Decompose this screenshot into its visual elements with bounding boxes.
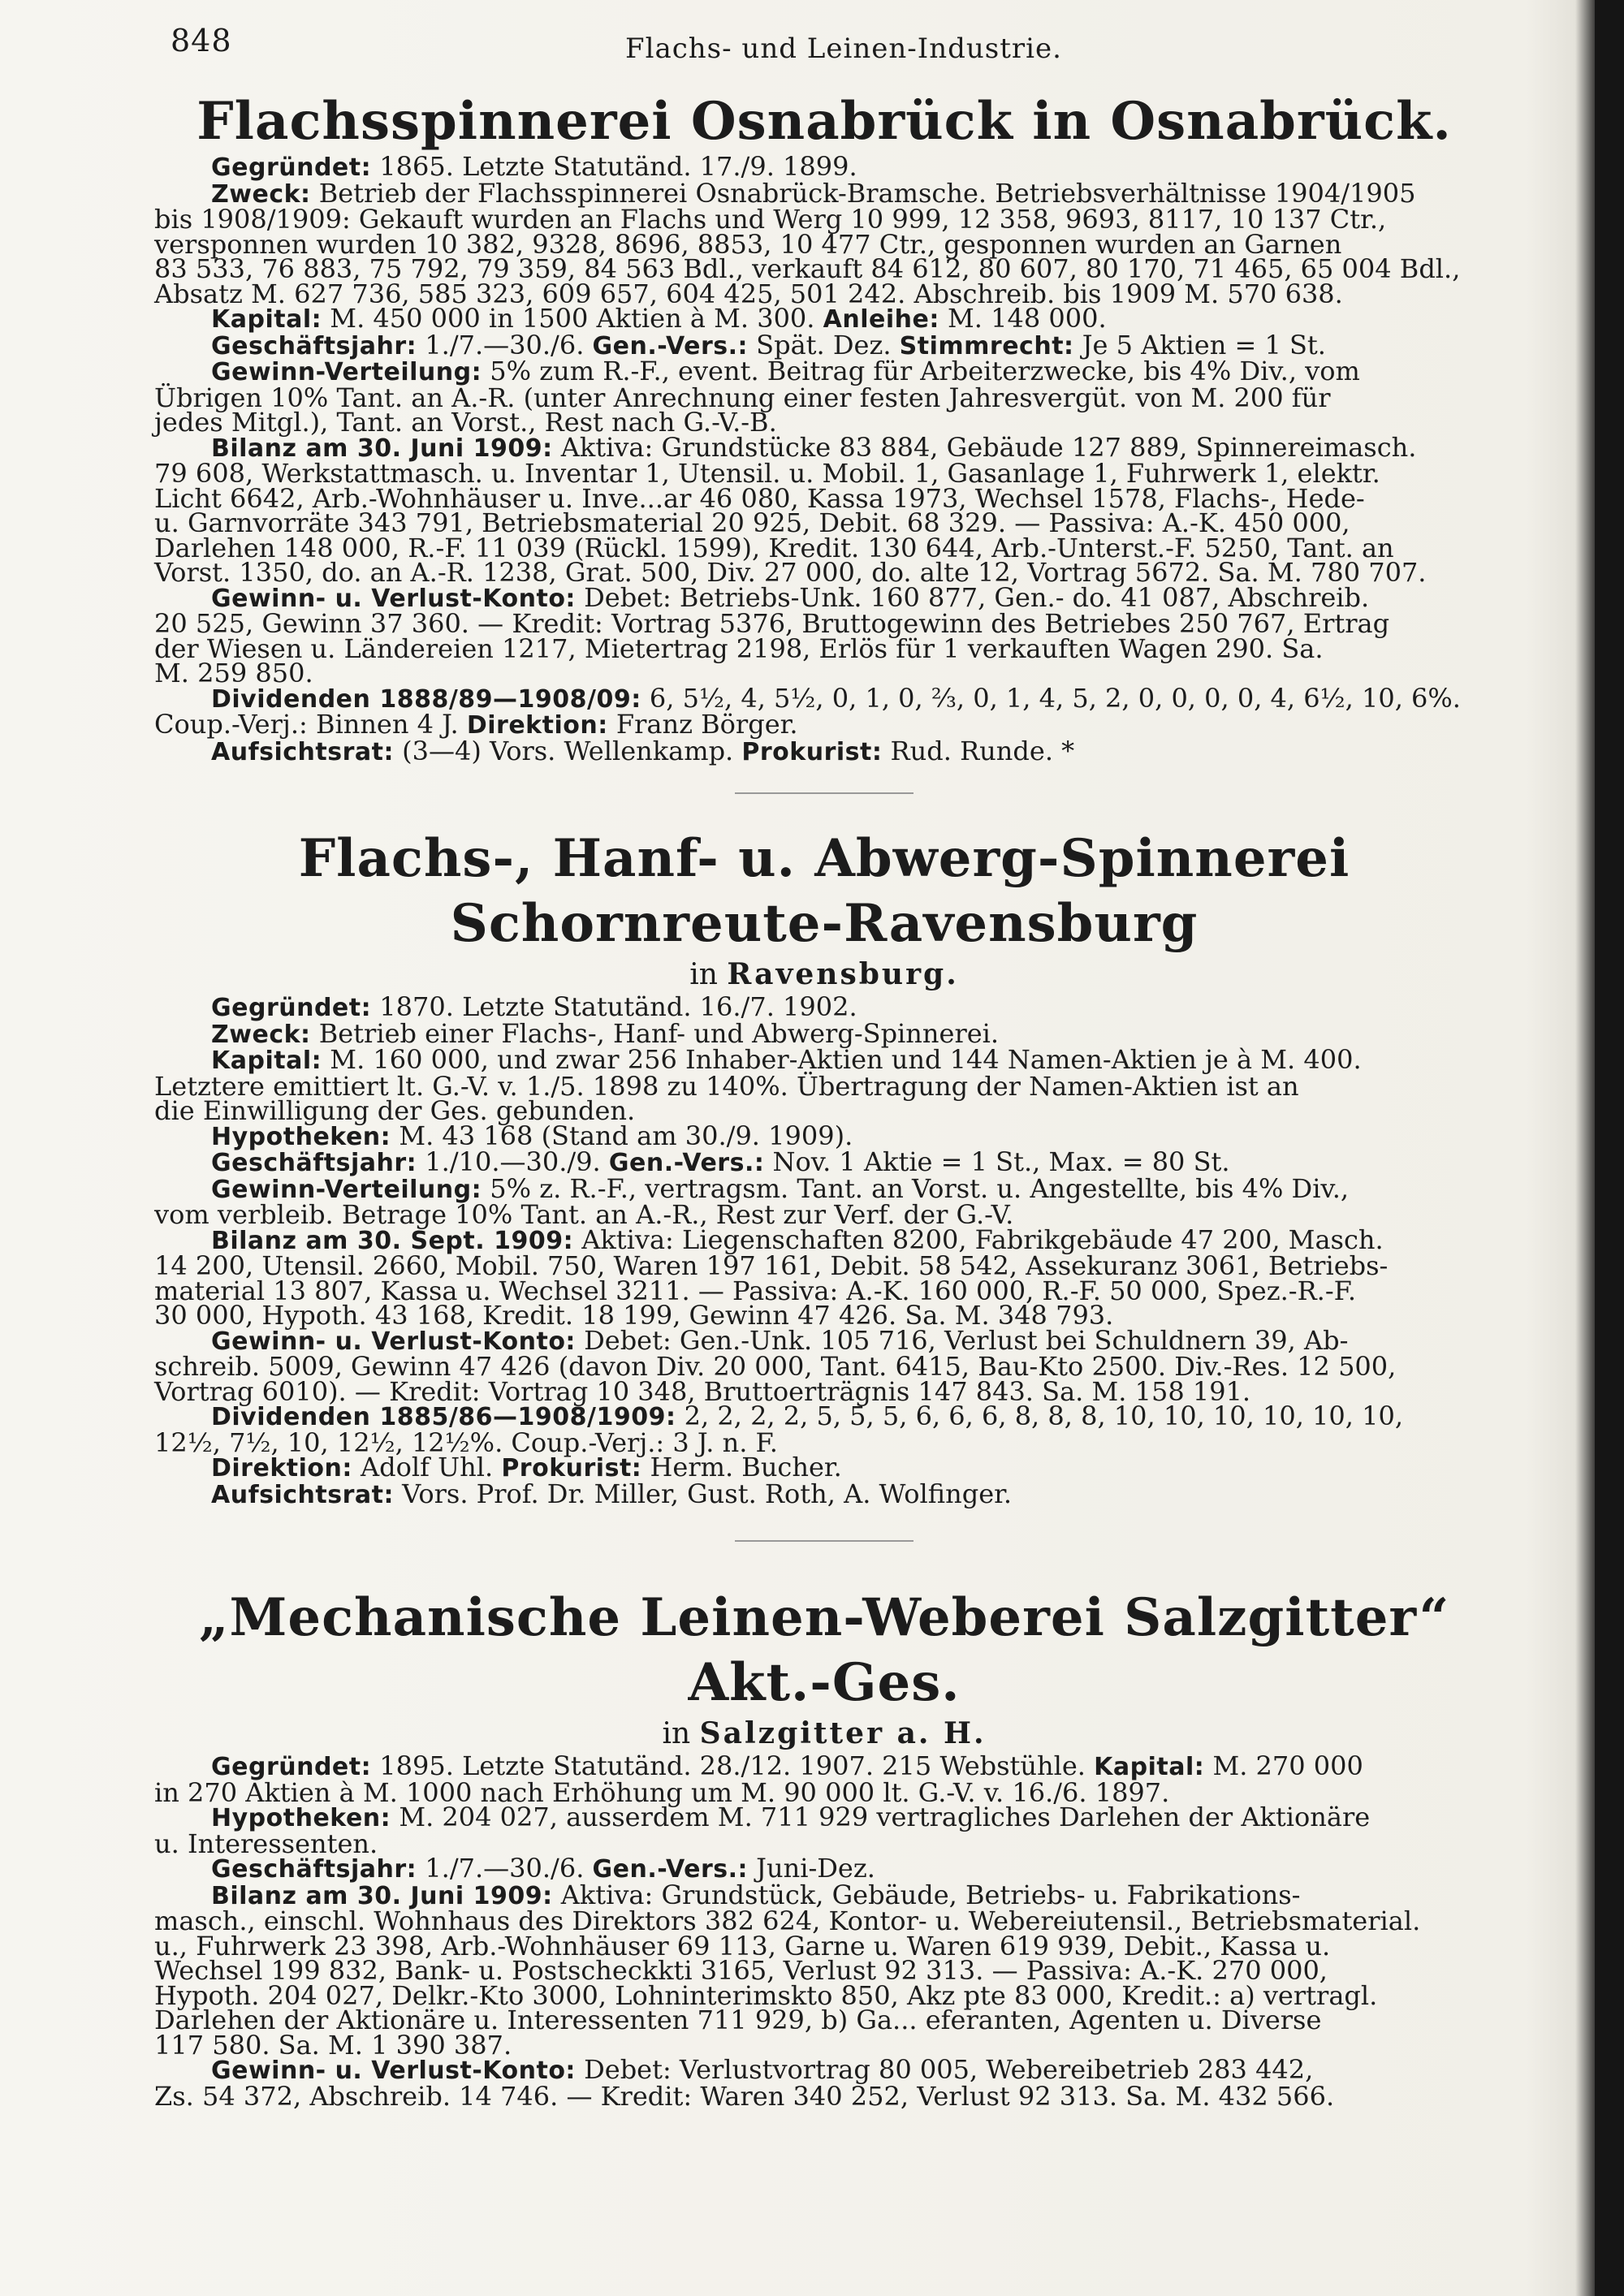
field-label: Hypotheken: bbox=[211, 1122, 391, 1151]
field-text: Betrieb der Flachsspinnerei Osnabrück-Bramsche. Betriebsverhältnisse 1904/1905 bbox=[310, 177, 1416, 209]
field-text: Darlehen 148 000, R.-F. 11 039 (Rückl. 1599), Kredit. 130 644, Arb.-Unterst.-F. 5250, Tant. an bbox=[154, 532, 1394, 563]
page-number: 848 bbox=[171, 23, 232, 58]
field-text: Adolf Uhl. bbox=[352, 1452, 494, 1482]
field-label: Anleihe: bbox=[823, 305, 939, 334]
location-name: Salzgitter a. H. bbox=[699, 1716, 987, 1750]
field-label: Dividenden 1885/86—1908/1909: bbox=[211, 1403, 676, 1431]
location-name: Ravensburg. bbox=[727, 957, 959, 991]
field-text: Hypoth. 204 027, Delkr.-Kto 3000, Lohninterimskto 850, Akz pte 83 000, Kredit.: a) vertragl. bbox=[154, 1979, 1378, 2011]
field-text: jedes Mitgl.), Tant. an Vorst., Rest nach G.-V.-B. bbox=[154, 407, 777, 438]
field-text: M. 204 027, ausserdem M. 711 929 vertragliches Darlehen der Aktionäre bbox=[391, 1802, 1371, 1832]
page-edge-shadow bbox=[1595, 0, 1624, 2296]
company-title: Flachsspinnerei Osnabrück in Osnabrück. bbox=[197, 91, 1452, 152]
field-label: Bilanz am 30. Sept. 1909: bbox=[211, 1226, 574, 1255]
company-title: Flachs-, Hanf- u. Abwerg-Spinnerei Schornreute-Ravensburg bbox=[298, 828, 1350, 954]
field-label: Geschäftsjahr: bbox=[211, 1149, 417, 1177]
field-text: die Einwilligung der Ges. gebunden. bbox=[154, 1095, 636, 1126]
field-label: Direktion: bbox=[466, 711, 608, 740]
field-text: M. 259 850. bbox=[154, 658, 313, 688]
text-line bbox=[154, 735, 1494, 766]
field-text: 30 000, Hypoth. 43 168, Kredit. 18 199, Gewinn 47 426. Sa. M. 348 793. bbox=[154, 1300, 1114, 1331]
location-prefix: in bbox=[662, 1717, 691, 1750]
field-label: Gegründet: bbox=[211, 1753, 372, 1781]
field-label: Gewinn- u. Verlust-Konto: bbox=[211, 1327, 576, 1356]
field-text: Betrieb einer Flachs-, Hanf- und Abwerg-Spinnerei. bbox=[310, 1017, 1000, 1049]
field-text: Spät. Dez. bbox=[748, 329, 892, 360]
field-text: versponnen wurden 10 382, 9328, 8696, 8853, 10 477 Ctr., gesponnen wurden an Garnen bbox=[154, 228, 1342, 260]
field-text: u. Interessenten. bbox=[154, 1828, 378, 1859]
page-content bbox=[154, 89, 1494, 2112]
field-label: Gen.-Vers.: bbox=[608, 1149, 765, 1177]
field-text: 2, 2, 2, 2, 5, 5, 5, 6, 6, 6, 8, 8, 8, 10, 10, 10, 10, 10, 10, bbox=[676, 1400, 1403, 1431]
field-text: 1./10.—30./9. bbox=[417, 1146, 601, 1177]
field-text: Debet: Verlustvortrag 80 005, Webereibetrieb 283 442, bbox=[575, 2054, 1314, 2085]
field-text: Debet: Gen.-Unk. 105 716, Verlust bei Schuldnern 39, Ab- bbox=[575, 1324, 1349, 1356]
field-text: schreib. 5009, Gewinn 47 426 (davon Div. 20 000, Tant. 6415, Bau-Kto 2500. Div.-Res. 12 500, bbox=[154, 1351, 1397, 1382]
field-text: Franz Börger. bbox=[607, 709, 798, 740]
field-label: Prokurist: bbox=[501, 1454, 642, 1482]
field-text: M. 148 000. bbox=[939, 303, 1107, 334]
section-divider bbox=[735, 792, 914, 794]
field-text: Debet: Betriebs-Unk. 160 877, Gen.- do. 41 087, Abschreib. bbox=[575, 581, 1370, 613]
field-text: 1865. Letzte Statutänd. 17./9. 1899. bbox=[371, 151, 857, 182]
field-label: Kapital: bbox=[211, 1047, 322, 1075]
field-text: Je 5 Aktien = 1 St. bbox=[1073, 329, 1326, 360]
field-label: Gewinn- u. Verlust-Konto: bbox=[211, 584, 576, 613]
text-line bbox=[154, 709, 1494, 740]
field-label: Gegründet: bbox=[211, 994, 372, 1022]
field-text: 1./7.—30./6. bbox=[417, 1853, 585, 1884]
field-text: M. 160 000, und zwar 256 Inhaber-Aktien und 144 Namen-Aktien je à M. 400. bbox=[322, 1044, 1362, 1075]
field-text: u. Garnvorräte 343 791, Betriebsmaterial 20 925, Debit. 68 329. — Passiva: A.-K. 450 000, bbox=[154, 507, 1350, 538]
field-label: Bilanz am 30. Juni 1909: bbox=[211, 1881, 553, 1910]
field-text: Letztere emittiert lt. G.-V. v. 1./5. 1898 zu 140%. Übertragung der Namen-Aktien ist an bbox=[154, 1070, 1299, 1102]
field-text: M. 450 000 in 1500 Aktien à M. 300. bbox=[322, 303, 815, 334]
text-line bbox=[154, 2080, 1494, 2112]
field-text: der Wiesen u. Ländereien 1217, Mietertrag 2198, Erlös für 1 verkauften Wagen 290. Sa. bbox=[154, 632, 1324, 664]
field-text: 6, 5½, 4, 5½, 0, 1, 0, ⅔, 0, 1, 4, 5, 2, 0, 0, 0, 0, 4, 6½, 10, 6%. bbox=[641, 682, 1461, 714]
company-entry bbox=[154, 826, 1494, 1508]
field-label: Direktion: bbox=[211, 1454, 352, 1482]
company-location bbox=[154, 1716, 1494, 1752]
field-text: Coup.-Verj.: Binnen 4 J. bbox=[154, 709, 459, 740]
field-text: Übrigen 10% Tant. an A.-R. (unter Anrechnung einer festen Jahresvergüt. von M. 200 für bbox=[154, 382, 1331, 413]
field-label: Kapital: bbox=[1094, 1753, 1205, 1781]
field-text: Vortrag 6010). — Kredit: Vortrag 10 348, Bruttoerträgnis 147 843. Sa. M. 158 191. bbox=[154, 1375, 1251, 1407]
field-text: (3—4) Vors. Wellenkamp. bbox=[393, 735, 734, 766]
field-text: u., Fuhrwerk 23 398, Arb.-Wohnhäuser 69 113, Garne u. Waren 619 939, Debit., Kassa u. bbox=[154, 1930, 1331, 1962]
location-prefix: in bbox=[689, 958, 718, 991]
company-title: „Mechanische Leinen-Weberei Salzgitter“ Akt.-Ges. bbox=[198, 1587, 1450, 1713]
text-line bbox=[154, 1478, 1494, 1509]
section-divider bbox=[735, 1540, 914, 1542]
field-text: 1895. Letzte Statutänd. 28./12. 1907. 215 Webstühle. bbox=[371, 1750, 1086, 1781]
field-text: vom verbleib. Betrage 10% Tant. an A.-R., Rest zur Verf. der G.-V. bbox=[154, 1199, 1014, 1230]
running-title: Flachs- und Leinen-Industrie. bbox=[625, 32, 1062, 65]
field-text: Vors. Prof. Dr. Miller, Gust. Roth, A. Wolfinger. bbox=[393, 1478, 1013, 1509]
field-label: Gen.-Vers.: bbox=[592, 331, 748, 360]
field-text: M. 43 168 (Stand am 30./9. 1909). bbox=[391, 1120, 853, 1151]
field-label: Stimmrecht: bbox=[899, 331, 1074, 360]
field-text: Wechsel 199 832, Bank- u. Postscheckkti 3165, Verlust 92 313. — Passiva: A.-K. 270 000, bbox=[154, 1955, 1328, 1986]
field-text: Juni-Dez. bbox=[748, 1853, 875, 1884]
field-text: material 13 807, Kassa u. Wechsel 3211. — Passiva: A.-K. 160 000, R.-F. 50 000, Spez.-R.-F. bbox=[154, 1275, 1357, 1306]
field-text: Aktiva: Grundstück, Gebäude, Betriebs- u. Fabrikations- bbox=[552, 1879, 1301, 1910]
page-header bbox=[171, 23, 1535, 71]
field-text: 20 525, Gewinn 37 360. — Kredit: Vortrag 5376, Bruttogewinn des Betriebes 250 767, Ertrag bbox=[154, 608, 1390, 639]
field-text: 14 200, Utensil. 2660, Mobil. 750, Waren 197 161, Debit. 58 542, Assekuranz 3061, Betriebs- bbox=[154, 1250, 1389, 1281]
field-text: 79 608, Werkstattmasch. u. Inventar 1, Utensil. u. Mobil. 1, Gasanlage 1, Fuhrwerk 1, elektr. bbox=[154, 458, 1380, 489]
field-text: 12½, 7½, 10, 12½, 12½%. Coup.-Verj.: 3 J. n. F. bbox=[154, 1426, 778, 1458]
field-text: 5% z. R.-F., vertragsm. Tant. an Vorst. u. Angestellte, bis 4% Div., bbox=[482, 1172, 1350, 1204]
company-location bbox=[154, 956, 1494, 993]
field-text: masch., einschl. Wohnhaus des Direktors 382 624, Kontor- u. Webereiutensil., Betriebsmaterial. bbox=[154, 1905, 1421, 1936]
field-text: Licht 6642, Arb.-Wohnhäuser u. Inve...ar 46 080, Kassa 1973, Wechsel 1578, Flachs-, Hede- bbox=[154, 482, 1365, 514]
field-text: Aktiva: Liegenschaften 8200, Fabrikgebäude 47 200, Masch. bbox=[573, 1224, 1384, 1255]
field-text: Darlehen der Aktionäre u. Interessenten 711 929, b) Ga... eferanten, Agenten u. Diverse bbox=[154, 2005, 1322, 2035]
field-text: 1./7.—30./6. bbox=[417, 329, 585, 360]
field-text: Herm. Bucher. bbox=[641, 1452, 842, 1482]
field-text: Absatz M. 627 736, 585 323, 609 657, 604 425, 501 242. Abschreib. bis 1909 M. 570 638. bbox=[154, 278, 1343, 309]
text-line bbox=[154, 632, 1494, 664]
field-text: Zs. 54 372, Abschreib. 14 746. — Kredit: Waren 340 252, Verlust 92 313. Sa. M. 432 566. bbox=[154, 2080, 1335, 2112]
field-text: Vorst. 1350, do. an A.-R. 1238, Grat. 500, Div. 27 000, do. alte 12, Vortrag 5672. Sa. M. 780 707. bbox=[154, 557, 1427, 588]
company-entry bbox=[154, 1586, 1494, 2112]
company-entry bbox=[154, 89, 1494, 765]
field-label: Gen.-Vers.: bbox=[592, 1855, 748, 1884]
field-text: M. 270 000 bbox=[1204, 1750, 1363, 1781]
field-text: 5% zum R.-F., event. Beitrag für Arbeiterzwecke, bis 4% Div., vom bbox=[482, 356, 1360, 386]
field-label: Dividenden 1888/89—1908/09: bbox=[211, 684, 641, 714]
field-label: Prokurist: bbox=[741, 737, 883, 766]
field-text: bis 1908/1909: Gekauft wurden an Flachs und Werg 10 999, 12 358, 9693, 8117, 10 137 Ctr., bbox=[154, 204, 1387, 235]
field-text: Aktiva: Grundstücke 83 884, Gebäude 127 889, Spinnereimasch. bbox=[552, 431, 1417, 463]
field-text: Nov. 1 Aktie = 1 St., Max. = 80 St. bbox=[764, 1146, 1230, 1177]
field-label: Aufsichtsrat: bbox=[211, 1480, 394, 1509]
field-text: 117 580. Sa. M. 1 390 387. bbox=[154, 2029, 512, 2061]
field-text: Rud. Runde. * bbox=[882, 735, 1075, 766]
field-label: Gewinn-Verteilung: bbox=[211, 358, 482, 386]
field-text: in 270 Aktien à M. 1000 nach Erhöhung um M. 90 000 lt. G.-V. v. 16./6. 1897. bbox=[154, 1776, 1170, 1808]
field-label: Zweck: bbox=[211, 1020, 311, 1049]
field-label: Zweck: bbox=[211, 179, 311, 209]
field-label: Geschäftsjahr: bbox=[211, 1855, 417, 1884]
field-text: 83 533, 76 883, 75 792, 79 359, 84 563 Bdl., verkauft 84 612, 80 607, 80 170, 71 465, 65 004 Bdl., bbox=[154, 253, 1461, 284]
field-label: Geschäftsjahr: bbox=[211, 331, 417, 360]
field-text: 1870. Letzte Statutänd. 16./7. 1902. bbox=[371, 991, 857, 1022]
field-label: Aufsichtsrat: bbox=[211, 737, 394, 766]
field-label: Gewinn- u. Verlust-Konto: bbox=[211, 2056, 576, 2085]
field-label: Kapital: bbox=[211, 305, 322, 334]
field-label: Bilanz am 30. Juni 1909: bbox=[211, 434, 553, 463]
field-label: Hypotheken: bbox=[211, 1804, 391, 1832]
field-label: Gewinn-Verteilung: bbox=[211, 1175, 482, 1204]
field-label: Gegründet: bbox=[211, 153, 372, 182]
